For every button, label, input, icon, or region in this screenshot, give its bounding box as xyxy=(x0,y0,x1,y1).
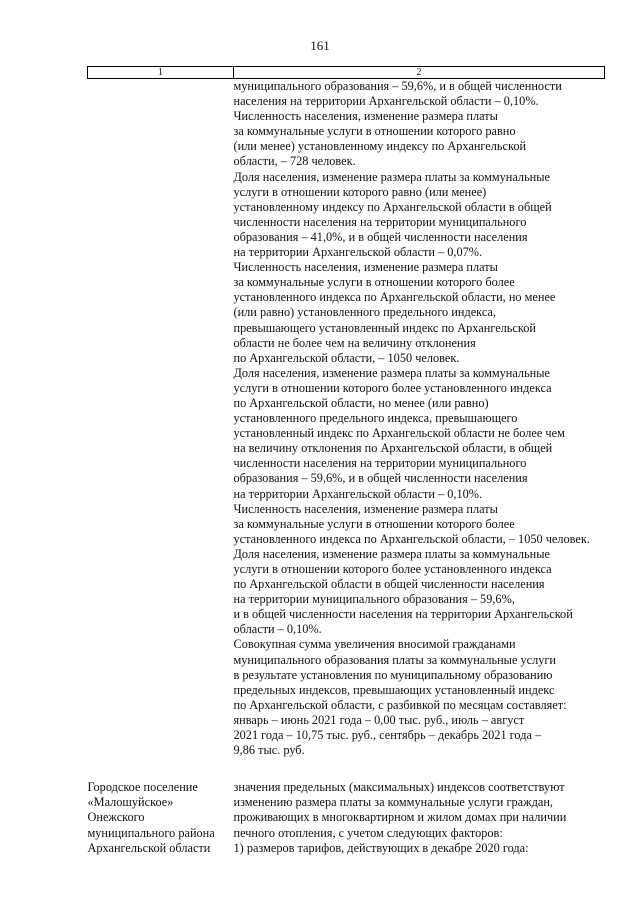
municipality-cell: Городское поселение «Малошуйское» Онежского муниципального района Архангельской области xyxy=(87,780,215,855)
column-1-header: 1 xyxy=(88,67,234,79)
description-cell: значения предельных (максимальных) индексов соответствуют изменению размера платы за коммунальные услуги граждан, проживающих в многоквартирном и жилом домах при наличии печного отопления, с учетом следующих факторов: 1) размеров тарифов, действующих в декабре 2020 года: xyxy=(233,780,567,855)
column-2-header: 2 xyxy=(234,67,605,79)
table-header xyxy=(88,67,605,79)
description-cell: муниципального образования – 59,6%, и в общей численности населения на территории Архангельской области – 0,10%. Численность населения, изменение размера платы за коммунальные услуги в отношении которого равно (или менее) установленному индексу по Архангельской области, – 728 человек. Доля населения, изменение размера платы за коммунальные услуги в отношении которого равно (или менее) установленному индексу по Архангельской области в общей численности населения на территории муниципального образования – 41,0%, и в общей численности населения на территории Архангельской области – 0,07%. Численность населения, изменение размера платы за коммунальные услуги в отношении которого более установленного индекса по Архангельской области, но менее (или равно) установленного предельного индекса, превышающего установленный индекс по Архангельской области не более чем на величину отклонения по Архангельской области, – 1050 человек. Доля населения, изменение размера платы за коммунальные услуги в отношении которого более установленного индекса по Архангельской области, но менее (или равно) установленного предельного индекса, превышающего установленный индекс по Архангельской области не более чем на величину отклонения по Архангельской области, в общей численности населения на территории муниципального образования – 59,6%, и в общей численности населения на территории Архангельской области – 0,10%. Численность населения, изменение размера платы за коммунальные услуги в отношении которого более установленного индекса по Архангельской области, – 1050 человек. Доля населения, изменение размера платы за коммунальные услуги в отношении которого более установленного индекса по Архангельской области в общей численности населения на территории муниципального образования – 59,6%, и в общей численности населения на территории Архангельской области – 0,10%. Совокупная сумма увеличения вносимой гражданами муниципального образования платы за коммунальные услуги в результате установления по муниципальному образованию предельных индексов, превышающих установленный индекс по Архангельской области, с разбивкой по месяцам составляет: январь – июнь 2021 года – 0,00 тыс. руб., июль – август 2021 года – 10,75 тыс. руб., сентябрь – декабрь 2021 года – 9,86 тыс. руб. xyxy=(233,79,590,758)
table-row xyxy=(88,79,605,759)
page-number: 161 xyxy=(310,38,330,53)
municipality-cell xyxy=(88,79,234,759)
table-header-row xyxy=(88,67,605,79)
table-row xyxy=(88,758,605,855)
document-table xyxy=(87,66,605,856)
